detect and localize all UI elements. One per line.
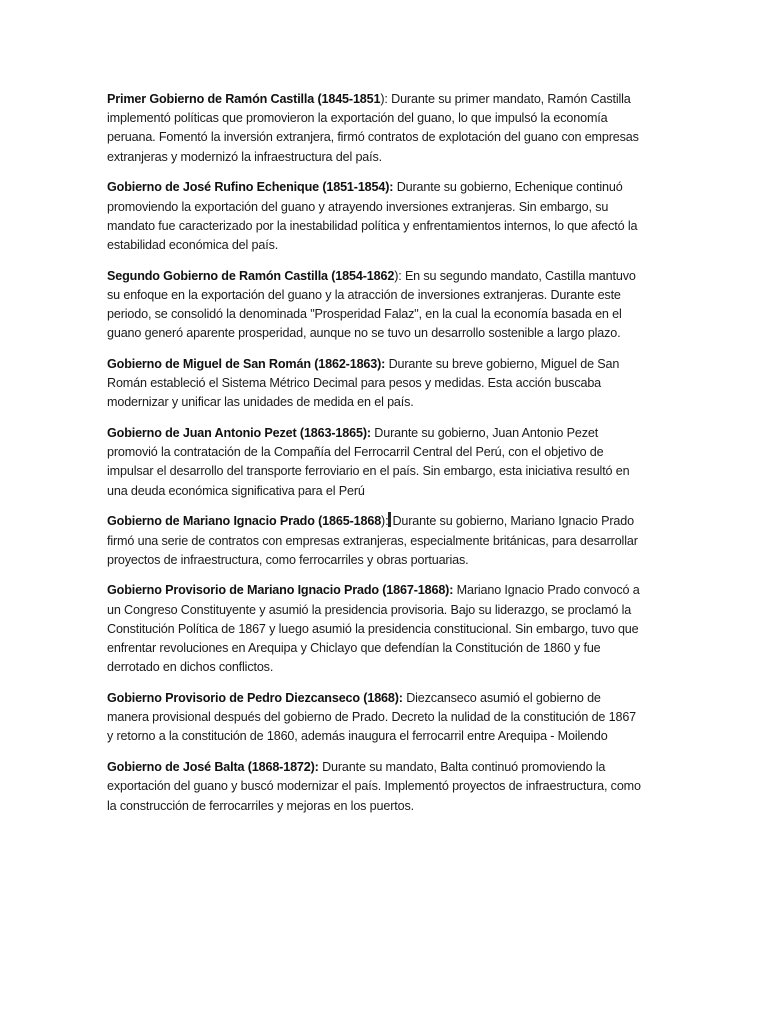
heading-punctuation: ): [394,268,405,283]
paragraph-heading: Gobierno Provisorio de Mariano Ignacio Prado (1867-1868): [107,583,454,598]
paragraph-heading: Segundo Gobierno de Ramón Castilla (1854-1862 [107,268,395,283]
paragraph-echenique [107,178,641,255]
paragraph-body: En su segundo mandato, Castilla mantuvo su enfoque en la exportación del guano y la atracción de inversiones extranjeras. Durante este periodo, se consolidó la denominada "Prosperidad Falaz", en la cual la economía basada en el guano generó aparente prosperidad, aunque no se tuvo un desarrollo sostenible a largo plazo. [107,268,636,341]
paragraph-prado-provisorio [107,581,641,677]
paragraph-heading: Gobierno de José Balta (1868-1872): [107,760,319,775]
paragraph-prado [107,512,641,570]
paragraph-castilla-1 [107,90,641,167]
paragraph-body: Durante su breve gobierno, Miguel de San Román estableció el Sistema Métrico Decimal para pesos y medidas. Esta acción buscaba modernizar y unificar las unidades de medida en el país. [107,356,620,410]
paragraph-body: Durante su gobierno, Mariano Ignacio Prado firmó una serie de contratos con empresas extranjeras, especialmente británicas, para desarrollar proyectos de infraestructura, como ferrocarriles y obras portuarias. [107,514,638,567]
paragraph-heading: Gobierno de Juan Antonio Pezet (1863-1865): [107,426,371,441]
paragraph-heading: Gobierno de Miguel de San Román (1862-1863): [107,356,386,371]
paragraph-heading: Gobierno Provisorio de Pedro Diezcanseco (1868): [107,690,403,705]
document-page [107,90,641,827]
paragraph-body: Diezcanseco asumió el gobierno de manera provisional después del gobierno de Prado. Decreto la nulidad de la constitución de 1867 y retorno a la constitución de 1860, además inaugura el ferrocarril entre Arequipa - Moilendo [107,690,637,744]
paragraph-pezet [107,424,641,501]
paragraph-castilla-2 [107,267,641,344]
paragraph-heading: Gobierno de José Rufino Echenique (1851-1854): [107,180,394,195]
paragraph-heading: Gobierno de Mariano Ignacio Prado (1865-1868 [107,514,382,529]
paragraph-diezcanseco [107,689,641,747]
text-cursor[interactable] [388,512,391,527]
paragraph-body: Mariano Ignacio Prado convocó a un Congreso Constituyente y asumió la presidencia provisoria. Bajo su liderazgo, se proclamó la Constitución Política de 1867 y luego asumió la presidencia constitucional. Sin embargo, tuvo que enfrentar revoluciones en Arequipa y Chiclayo que defendían la Constitución de 1860 y fue derrotado en dichos conflictos. [107,583,640,675]
heading-punctuation: ): [380,92,392,106]
paragraph-body: Durante su gobierno, Juan Antonio Pezet promovió la contratación de la Compañía del Ferrocarril Central del Perú, con el objetivo de impulsar el desarrollo del transporte ferroviario en el país. Sin embargo, esta iniciativa resultó en una deuda económica significativa para el Perú [107,426,630,498]
paragraph-heading: Primer Gobierno de Ramón Castilla (1845-1851 [107,92,381,106]
paragraph-body: Durante su mandato, Balta continuó promoviendo la exportación del guano y buscó modernizar el país. Implementó proyectos de infraestructura, como la construcción de ferrocarriles y mejoras en los puertos. [107,760,641,813]
paragraph-san-roman [107,355,641,413]
heading-punctuation: ): [381,514,389,529]
paragraph-body: Durante su primer mandato, Ramón Castilla implementó políticas que promovieron la exportación del guano, lo que impulsó la economía peruana. Fomentó la inversión extranjera, firmó contratos de explotación del guano con empresas extranjeras y modernizó la infraestructura del país. [107,92,639,164]
paragraph-balta [107,758,641,816]
paragraph-body: Durante su gobierno, Echenique continuó promoviendo la exportación del guano y atrayendo inversiones extranjeras. Sin embargo, su mandato fue caracterizado por la inestabilidad política y enfrentamientos internos, lo que afectó la estabilidad económica del país. [107,180,638,252]
